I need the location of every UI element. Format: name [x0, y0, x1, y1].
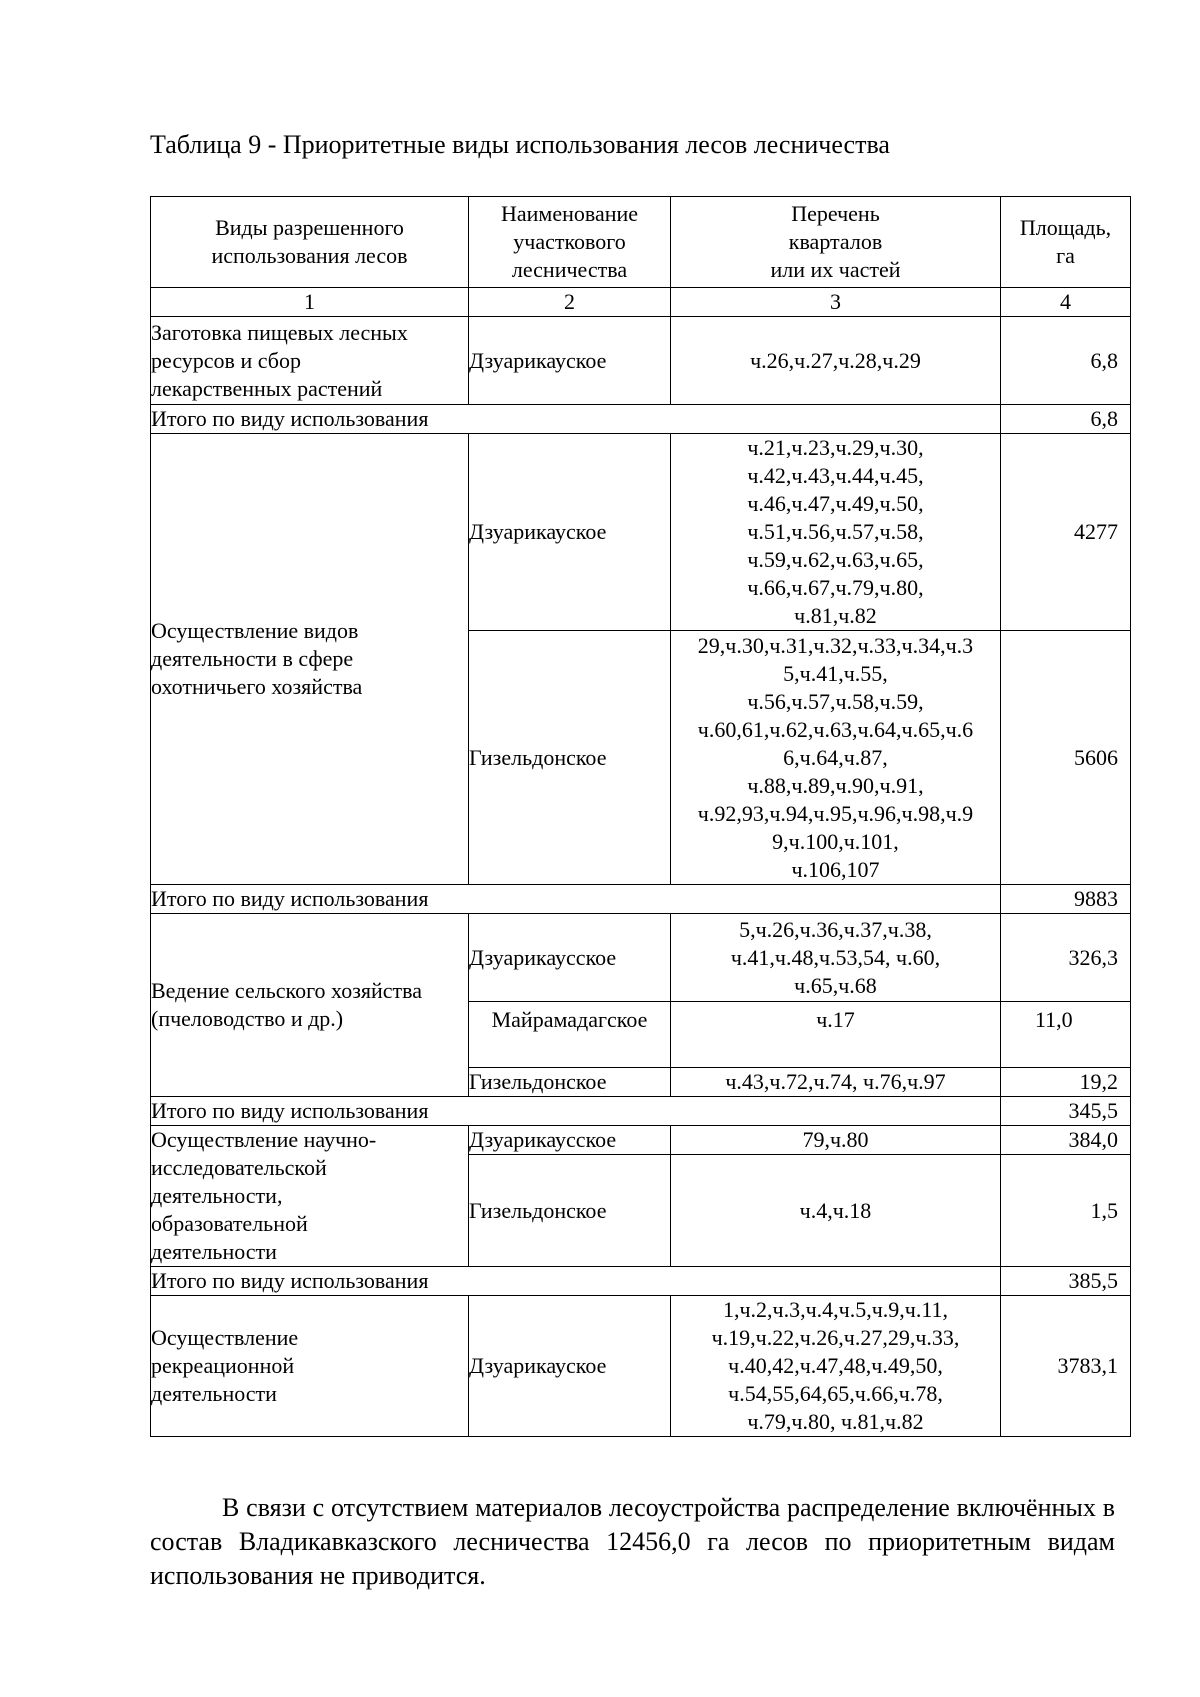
total-row	[151, 1097, 1131, 1126]
area-cell: 11,0	[1001, 1002, 1131, 1068]
table-row	[151, 914, 1131, 1002]
table-row	[151, 1296, 1131, 1437]
quarters-cell: ч.4,ч.18	[671, 1155, 1001, 1267]
use-type-cell: Ведение сельского хозяйства (пчеловодство и др.)	[151, 914, 469, 1097]
table-header-row	[151, 197, 1131, 288]
use-type-cell: Осуществление научно- исследовательской деятельности, образовательной деятельности	[151, 1126, 469, 1267]
table-row	[151, 317, 1131, 405]
total-value: 345,5	[1001, 1097, 1131, 1126]
quarters-cell: 79,ч.80	[671, 1126, 1001, 1155]
total-label: Итого по виду использования	[151, 405, 1001, 434]
total-label: Итого по виду использования	[151, 1097, 1001, 1126]
use-type-cell: Осуществление рекреационной деятельности	[151, 1296, 469, 1437]
column-number: 1	[151, 288, 469, 317]
forestry-cell: Дзуарикаусское	[469, 914, 671, 1002]
quarters-cell: ч.17	[671, 1002, 1001, 1068]
forestry-cell: Дзуарикауское	[469, 434, 671, 631]
footnote-paragraph: В связи с отсутствием материалов лесоустройства распределение включённых в состав Владикавказского лесничества 12456,0 га лесов по приоритетным видам использования не приводится.	[150, 1493, 1115, 1590]
table-row	[151, 1126, 1131, 1155]
area-cell: 326,3	[1001, 914, 1131, 1002]
quarters-cell: 29,ч.30,ч.31,ч.32,ч.33,ч.34,ч.3 5,ч.41,ч.55, ч.56,ч.57,ч.58,ч.59, ч.60,61,ч.62,ч.63,ч.64,ч.65,ч.6 6,ч.64,ч.87, ч.88,ч.89,ч.90,ч.91, ч.92,93,ч.94,ч.95,ч.96,ч.98,ч.9 9,ч.100,ч.101, ч.106,107	[671, 631, 1001, 885]
area-cell: 5606	[1001, 631, 1131, 885]
area-cell: 19,2	[1001, 1068, 1131, 1097]
use-type-cell: Заготовка пищевых лесных ресурсов и сбор лекарственных растений	[151, 317, 469, 405]
area-cell: 1,5	[1001, 1155, 1131, 1267]
header-use-type: Виды разрешенного использования лесов	[151, 197, 469, 288]
table-row	[151, 434, 1131, 631]
area-cell: 6,8	[1001, 317, 1131, 405]
header-quarters: Перечень кварталов или их частей	[671, 197, 1001, 288]
forestry-cell: Майрамадагское	[469, 1002, 671, 1068]
forestry-cell: Гизельдонское	[469, 631, 671, 885]
total-value: 385,5	[1001, 1267, 1131, 1296]
forestry-cell: Дзуарикаусское	[469, 1126, 671, 1155]
total-value: 9883	[1001, 885, 1131, 914]
area-cell: 3783,1	[1001, 1296, 1131, 1437]
quarters-cell: ч.43,ч.72,ч.74, ч.76,ч.97	[671, 1068, 1001, 1097]
header-area: Площадь, га	[1001, 197, 1131, 288]
column-number-row	[151, 288, 1131, 317]
column-number: 2	[469, 288, 671, 317]
total-label: Итого по виду использования	[151, 885, 1001, 914]
total-value: 6,8	[1001, 405, 1131, 434]
quarters-cell: 1,ч.2,ч.3,ч.4,ч.5,ч.9,ч.11, ч.19,ч.22,ч.26,ч.27,29,ч.33, ч.40,42,ч.47,48,ч.49,50, ч.54,55,64,65,ч.66,ч.78, ч.79,ч.80, ч.81,ч.82	[671, 1296, 1001, 1437]
total-label: Итого по виду использования	[151, 1267, 1001, 1296]
forest-use-table	[150, 196, 1131, 1437]
header-forestry: Наименование участкового лесничества	[469, 197, 671, 288]
use-type-cell: Осуществление видов деятельности в сфере охотничьего хозяйства	[151, 434, 469, 885]
forestry-cell: Дзуарикауское	[469, 317, 671, 405]
total-row	[151, 1267, 1131, 1296]
quarters-cell: 5,ч.26,ч.36,ч.37,ч.38, ч.41,ч.48,ч.53,54, ч.60, ч.65,ч.68	[671, 914, 1001, 1002]
forestry-cell: Гизельдонское	[469, 1068, 671, 1097]
total-row	[151, 885, 1131, 914]
area-cell: 4277	[1001, 434, 1131, 631]
quarters-cell: ч.26,ч.27,ч.28,ч.29	[671, 317, 1001, 405]
forestry-cell: Дзуарикауское	[469, 1296, 671, 1437]
total-row	[151, 405, 1131, 434]
table-caption: Таблица 9 - Приоритетные виды использования лесов лесничества	[150, 130, 890, 159]
column-number: 4	[1001, 288, 1131, 317]
forestry-cell: Гизельдонское	[469, 1155, 671, 1267]
area-cell: 384,0	[1001, 1126, 1131, 1155]
column-number: 3	[671, 288, 1001, 317]
quarters-cell: ч.21,ч.23,ч.29,ч.30, ч.42,ч.43,ч.44,ч.45, ч.46,ч.47,ч.49,ч.50, ч.51,ч.56,ч.57,ч.58, ч.59,ч.62,ч.63,ч.65, ч.66,ч.67,ч.79,ч.80, ч.81,ч.82	[671, 434, 1001, 631]
